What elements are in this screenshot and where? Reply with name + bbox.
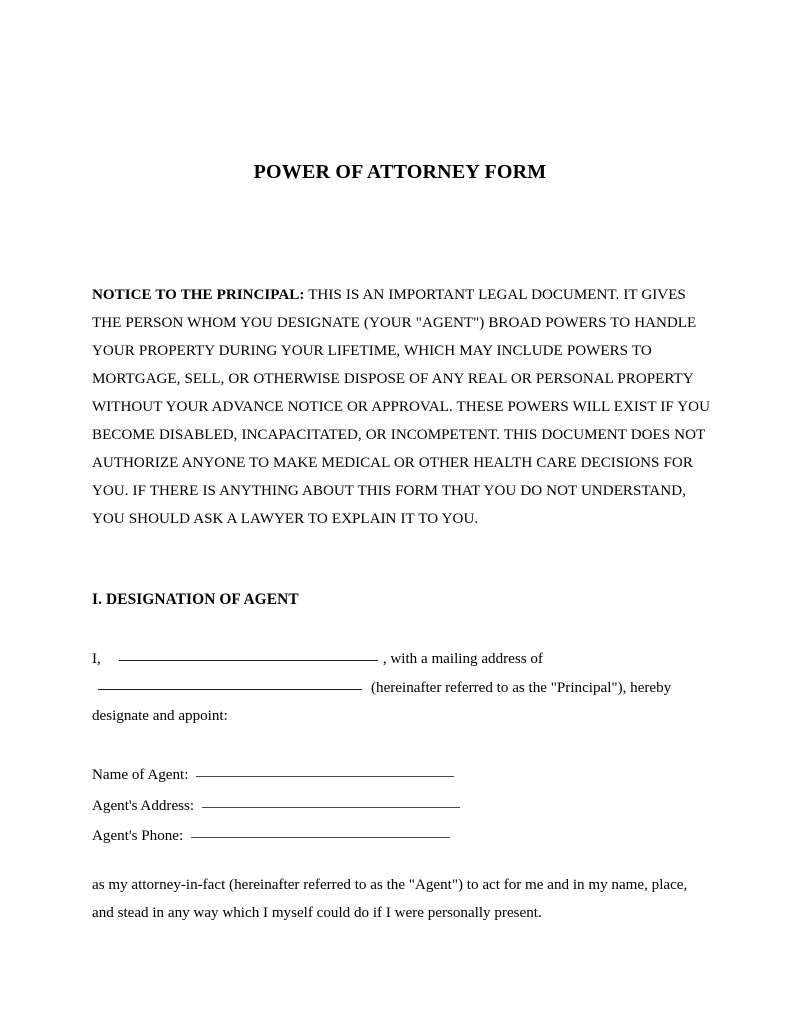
attorney-in-fact-paragraph	[92, 871, 692, 927]
principal-name-row	[92, 645, 712, 674]
agent-details-block	[92, 760, 712, 852]
notice-body-text: THIS IS AN IMPORTANT LEGAL DOCUMENT. IT GIVES THE PERSON WHOM YOU DESIGNATE (YOUR "AGENT") BROAD POWERS TO HANDLE YOUR PROPERTY DURING YOUR LIFETIME, WHICH MAY INCLUDE POWERS TO MORTGAGE, SELL, OR OTHERWISE DISPOSE OF ANY REAL OR PERSONAL PROPERTY WITHOUT YOUR ADVANCE NOTICE OR APPROVAL. THESE POWERS WILL EXIST IF YOU BECOME DISABLED, INCAPACITATED, OR INCOMPETENT. THIS DOCUMENT DOES NOT AUTHORIZE ANYONE TO MAKE MEDICAL OR OTHER HEALTH CARE DECISIONS FOR YOU. IF THERE IS ANYTHING ABOUT THIS FORM THAT YOU DO NOT UNDERSTAND, YOU SHOULD ASK A LAWYER TO EXPLAIN IT TO YOU.	[92, 287, 710, 527]
principal-address-row	[92, 674, 712, 703]
agent-address-row	[92, 791, 712, 822]
designate-and-appoint-text: designate and appoint:	[92, 708, 228, 724]
principal-name-blank[interactable]	[119, 660, 378, 661]
principal-designation-block	[92, 645, 712, 702]
notice-to-principal-paragraph	[92, 281, 710, 533]
principal-address-blank[interactable]	[98, 689, 362, 690]
agent-name-row	[92, 760, 712, 791]
agent-phone-label: Agent's Phone:	[92, 828, 184, 844]
agent-phone-row	[92, 821, 712, 852]
agent-name-label: Name of Agent:	[92, 767, 189, 783]
agent-name-input-blank[interactable]	[196, 776, 454, 777]
principal-address-suffix: (hereinafter referred to as the "Principal"), hereby	[371, 679, 672, 696]
closing-line-2: place, and stead in any way which I myself could do if I were personally present.	[92, 877, 688, 921]
agent-address-label: Agent's Address:	[92, 797, 195, 814]
closing-line-1: as my attorney-in-fact (hereinafter referred to as the "Agent") to act for me and in my name,	[92, 877, 648, 893]
section-heading-designation-of-agent: I. DESIGNATION OF AGENT	[92, 591, 299, 608]
notice-lead-label: NOTICE TO THE PRINCIPAL:	[92, 287, 305, 303]
principal-line-prefix: I,	[92, 651, 101, 667]
agent-phone-input-blank[interactable]	[191, 837, 450, 838]
page-title: POWER OF ATTORNEY FORM	[253, 161, 547, 183]
principal-line-suffix: , with a mailing address of	[382, 651, 543, 667]
agent-address-input-blank[interactable]	[202, 807, 460, 808]
